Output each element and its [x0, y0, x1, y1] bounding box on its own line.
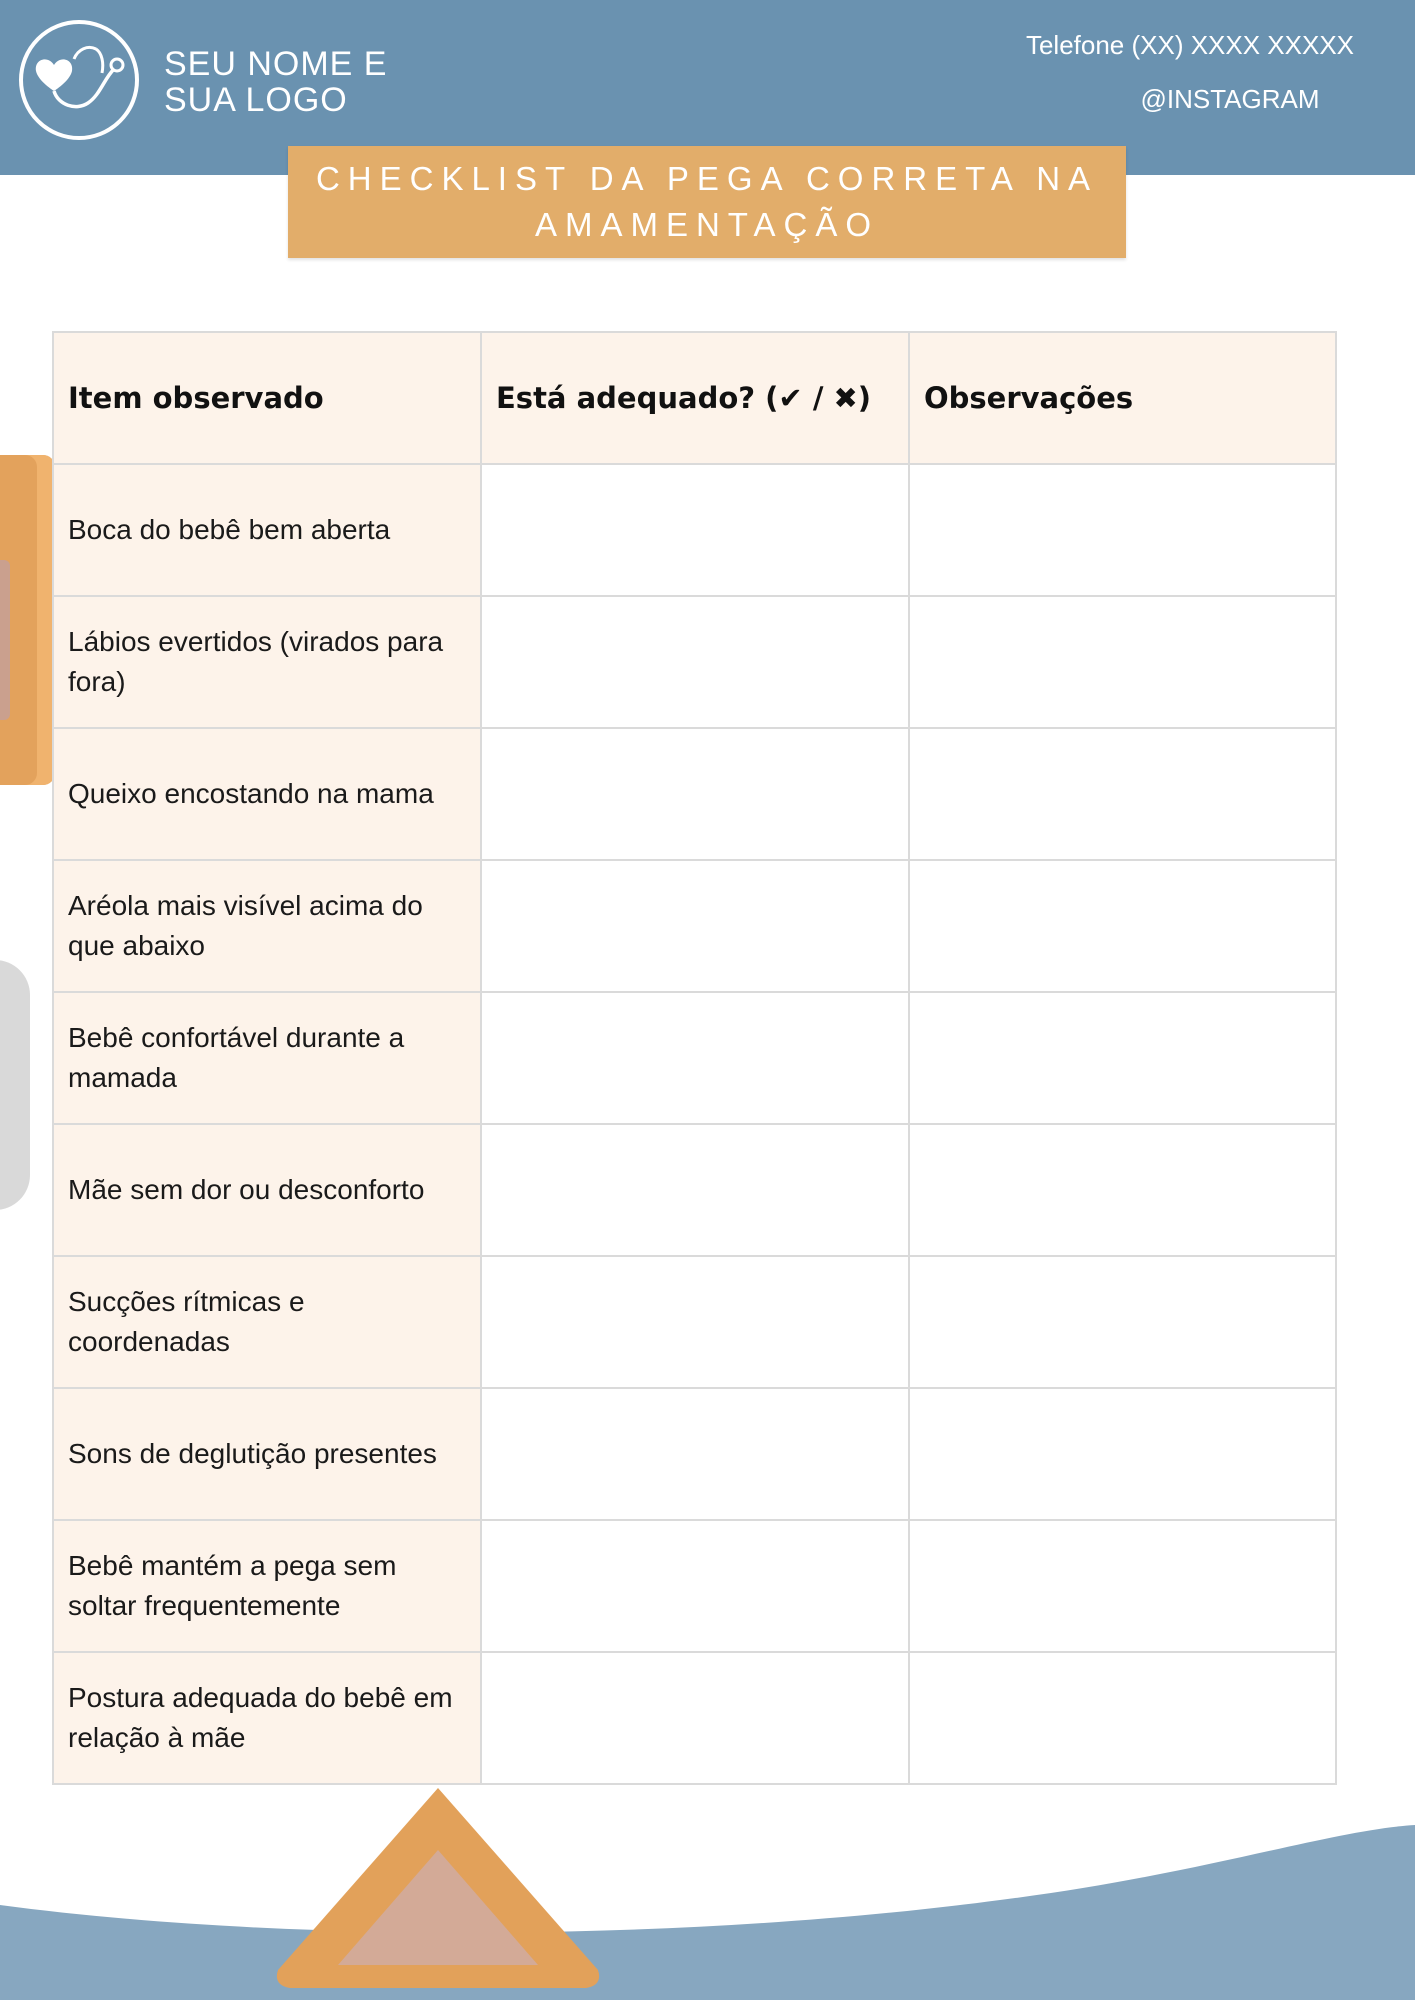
- table-row: [53, 464, 1336, 596]
- observacoes-cell[interactable]: [909, 1388, 1336, 1520]
- adequado-cell[interactable]: [481, 860, 909, 992]
- table-row: [53, 596, 1336, 728]
- wooden-toy-inner-decoration: [0, 560, 10, 720]
- item-cell: Mãe sem dor ou desconforto: [53, 1124, 481, 1256]
- page-title: CHECKLIST DA PEGA CORRETA NA AMAMENTAÇÃO: [315, 160, 1099, 243]
- checklist-table: [52, 331, 1337, 1785]
- item-cell: Queixo encostando na mama: [53, 728, 481, 860]
- table-row: [53, 860, 1336, 992]
- item-cell: Boca do bebê bem aberta: [53, 464, 481, 596]
- header-item-observado: Item observado: [53, 332, 481, 464]
- observacoes-cell[interactable]: [909, 1520, 1336, 1652]
- adequado-cell[interactable]: [481, 1124, 909, 1256]
- adequado-cell[interactable]: [481, 992, 909, 1124]
- observacoes-cell[interactable]: [909, 1652, 1336, 1784]
- item-cell: Lábios evertidos (virados para fora): [53, 596, 481, 728]
- table-row: [53, 1520, 1336, 1652]
- adequado-cell[interactable]: [481, 596, 909, 728]
- table-row: [53, 1124, 1336, 1256]
- table-header-row: [53, 332, 1336, 464]
- observacoes-cell[interactable]: [909, 1124, 1336, 1256]
- wooden-triangle-decoration: [268, 1780, 608, 2000]
- page-title-box: [288, 146, 1126, 258]
- item-cell: Aréola mais visível acima do que abaixo: [53, 860, 481, 992]
- heart-stethoscope-icon: [18, 19, 140, 141]
- adequado-cell[interactable]: [481, 1388, 909, 1520]
- adequado-cell[interactable]: [481, 1256, 909, 1388]
- table-row: [53, 1652, 1336, 1784]
- observacoes-cell[interactable]: [909, 464, 1336, 596]
- item-cell: Sucções rítmicas e coordenadas: [53, 1256, 481, 1388]
- observacoes-cell[interactable]: [909, 992, 1336, 1124]
- phone-text: Telefone (XX) XXXX XXXXX: [1025, 30, 1355, 60]
- observacoes-cell[interactable]: [909, 1256, 1336, 1388]
- header-observacoes: Observações: [909, 332, 1336, 464]
- instagram-handle: @INSTAGRAM: [1140, 84, 1320, 114]
- item-cell: Bebê confortável durante a mamada: [53, 992, 481, 1124]
- item-cell: Postura adequada do bebê em relação à mãe: [53, 1652, 481, 1784]
- logo-text: SEU NOME E SUA LOGO: [164, 45, 388, 119]
- table-row: [53, 728, 1336, 860]
- item-cell: Bebê mantém a pega sem soltar frequentemente: [53, 1520, 481, 1652]
- observacoes-cell[interactable]: [909, 728, 1336, 860]
- adequado-cell[interactable]: [481, 1520, 909, 1652]
- header-esta-adequado: Está adequado? (✔ / ✖): [481, 332, 909, 464]
- item-cell: Sons de deglutição presentes: [53, 1388, 481, 1520]
- adequado-cell[interactable]: [481, 464, 909, 596]
- observacoes-cell[interactable]: [909, 596, 1336, 728]
- adequado-cell[interactable]: [481, 1652, 909, 1784]
- grey-toy-decoration: [0, 960, 30, 1210]
- observacoes-cell[interactable]: [909, 860, 1336, 992]
- table-row: [53, 992, 1336, 1124]
- footer-wave: [0, 1780, 1415, 2000]
- table-row: [53, 1256, 1336, 1388]
- adequado-cell[interactable]: [481, 728, 909, 860]
- table-row: [53, 1388, 1336, 1520]
